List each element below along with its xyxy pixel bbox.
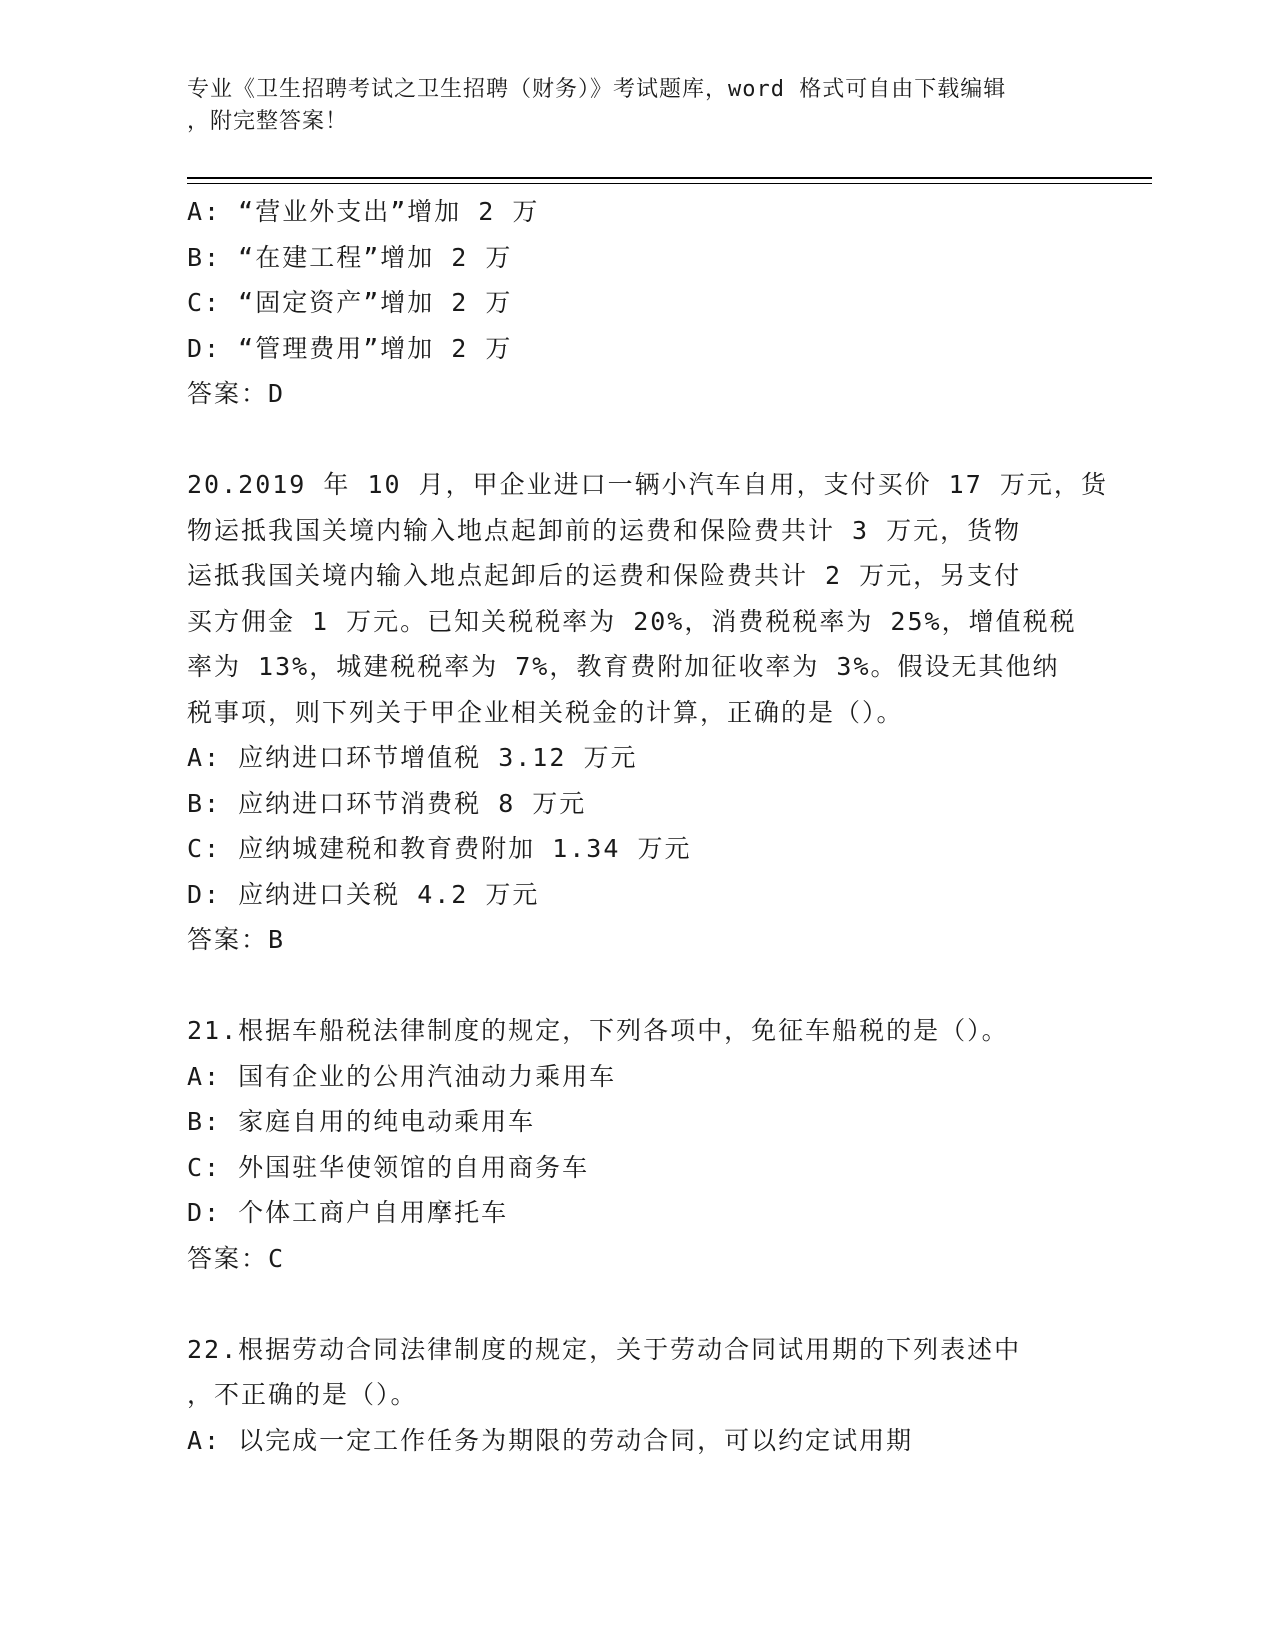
option-a: A: “营业外支出”增加 2 万 (187, 197, 540, 226)
option-d: D: 应纳进口关税 4.2 万元 (187, 879, 540, 909)
question-19-tail (187, 189, 1087, 417)
question-text-line: 22.根据劳动合同法律制度的规定，关于劳动合同试用期的下列表述中 (187, 1334, 1022, 1364)
option-b: B: “在建工程”增加 2 万 (187, 242, 513, 272)
question-text-line: 运抵我国关境内输入地点起卸后的运费和保险费共计 2 万元，另支付 (187, 561, 1022, 590)
option-d: D: 个体工商户自用摩托车 (187, 1198, 509, 1227)
option-c: C: “固定资产”增加 2 万 (187, 288, 513, 317)
question-text-line: 率为 13%，城建税税率为 7%，教育费附加征收率为 3%。假设无其他纳 (187, 652, 1060, 681)
question-text-line: 税事项，则下列关于甲企业相关税金的计算，正确的是（）。 (187, 697, 904, 727)
option-c: C: 外国驻华使领馆的自用商务车 (187, 1152, 590, 1182)
question-text-line: 物运抵我国关境内输入地点起卸前的运费和保险费共计 3 万元，货物 (187, 515, 1022, 545)
spacer (187, 963, 1087, 1009)
question-21 (187, 1008, 1087, 1281)
option-a: A: 国有企业的公用汽油动力乘用车 (187, 1061, 617, 1091)
question-20 (187, 462, 1108, 963)
question-text-line: 20.2019 年 10 月，甲企业进口一辆小汽车自用，支付买价 17 万元，货 (187, 470, 1108, 499)
document-header (187, 74, 1067, 138)
option-b: B: 应纳进口环节消费税 8 万元 (187, 788, 587, 818)
answer: 答案：D (187, 379, 286, 408)
header-divider-thick (187, 177, 1152, 179)
header-line-1: 专业《卫生招聘考试之卫生招聘（财务）》考试题库，word 格式可自由下载编辑 (187, 77, 1007, 102)
question-22 (187, 1327, 1087, 1464)
question-text-line: ，不正确的是（）。 (187, 1380, 418, 1409)
spacer (187, 1281, 1087, 1327)
option-a: A: 以完成一定工作任务为期限的劳动合同，可以约定试用期 (187, 1425, 914, 1455)
header-line-2: ，附完整答案！ (187, 109, 349, 134)
option-d: D: “管理费用”增加 2 万 (187, 333, 513, 363)
spacer (187, 417, 1087, 463)
option-c: C: 应纳城建税和教育费附加 1.34 万元 (187, 834, 692, 863)
option-a: A: 应纳进口环节增值税 3.12 万元 (187, 743, 638, 772)
answer: 答案：C (187, 1243, 286, 1273)
header-divider-thin (187, 183, 1152, 184)
question-text-line: 21.根据车船税法律制度的规定，下列各项中，免征车船税的是（）。 (187, 1016, 1009, 1045)
answer: 答案：B (187, 925, 286, 954)
option-b: B: 家庭自用的纯电动乘用车 (187, 1107, 536, 1136)
question-text-line: 买方佣金 1 万元。已知关税税率为 20%，消费税税率为 25%，增值税税 (187, 606, 1077, 636)
document-body (187, 189, 1108, 1463)
